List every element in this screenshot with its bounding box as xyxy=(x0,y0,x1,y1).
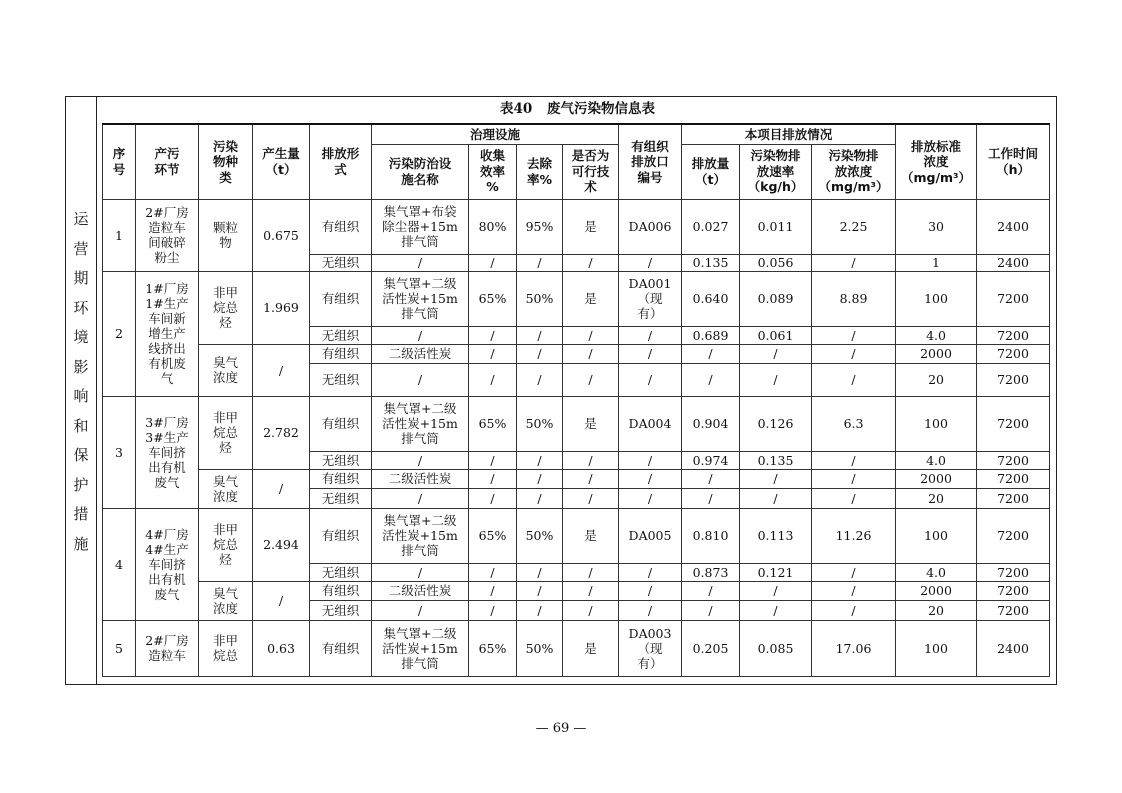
cell-collect: / xyxy=(469,326,517,344)
cell-process: 2#厂房 造粒车 xyxy=(136,620,199,676)
cell-form: 有组织 xyxy=(310,271,372,326)
cell-conc: 2.25 xyxy=(812,199,896,254)
cell-rate: 0.056 xyxy=(740,254,812,271)
header-seq: 序 号 xyxy=(103,124,136,199)
cell-rate: 0.011 xyxy=(740,199,812,254)
cell-facility: 二级活性炭 xyxy=(372,581,469,600)
cell-standard: 100 xyxy=(896,620,977,676)
cell-feasible: / xyxy=(563,254,619,271)
cell-collect: 65% xyxy=(469,396,517,451)
cell-pollutant: 非甲 烷总 烃 xyxy=(199,508,253,581)
cell-facility: / xyxy=(372,254,469,271)
header-emission-conc: 污染物排 放浓度 （mg/m³） xyxy=(812,144,896,199)
cell-form: 无组织 xyxy=(310,254,372,271)
cell-pollutant: 非甲 烷总 xyxy=(199,620,253,676)
cell-amount: 0.135 xyxy=(682,254,740,271)
cell-feasible: / xyxy=(563,581,619,600)
cell-process: 3#厂房 3#生产 车间挤 出有机 废气 xyxy=(136,396,199,508)
header-treatment-group: 治理设施 xyxy=(372,124,619,144)
table-number: 表40 xyxy=(500,101,533,117)
cell-outlet: DA001 （现 有） xyxy=(619,271,682,326)
cell-amount: 0.810 xyxy=(682,508,740,563)
cell-facility: / xyxy=(372,600,469,620)
cell-conc: / xyxy=(812,451,896,469)
header-outlet-id: 有组织 排放口 编号 xyxy=(619,124,682,199)
cell-pollutant: 臭气 浓度 xyxy=(199,581,253,620)
cell-form: 有组织 xyxy=(310,508,372,563)
cell-collect: 65% xyxy=(469,620,517,676)
cell-outlet: / xyxy=(619,344,682,363)
header-production: 产生量 （t） xyxy=(253,124,310,199)
cell-outlet: / xyxy=(619,451,682,469)
cell-outlet: / xyxy=(619,581,682,600)
cell-time: 7200 xyxy=(977,581,1050,600)
header-feasible: 是否为 可行技 术 xyxy=(563,144,619,199)
cell-time: 7200 xyxy=(977,396,1050,451)
cell-time: 7200 xyxy=(977,563,1050,581)
cell-time: 7200 xyxy=(977,344,1050,363)
cell-seq: 5 xyxy=(103,620,136,676)
side-char: 境 xyxy=(73,328,89,346)
cell-standard: 2000 xyxy=(896,469,977,488)
cell-conc: / xyxy=(812,600,896,620)
cell-form: 有组织 xyxy=(310,396,372,451)
cell-production: 2.494 xyxy=(253,508,310,581)
side-char: 响 xyxy=(73,387,89,405)
cell-collect: 65% xyxy=(469,508,517,563)
page-number: — 69 — xyxy=(535,721,587,736)
cell-rate: 0.121 xyxy=(740,563,812,581)
cell-facility: / xyxy=(372,488,469,508)
cell-form: 有组织 xyxy=(310,344,372,363)
cell-collect: / xyxy=(469,344,517,363)
cell-rate: 0.135 xyxy=(740,451,812,469)
emission-table xyxy=(102,123,1050,677)
cell-process: 1#厂房 1#生产 车间新 增生产 线挤出 有机废 气 xyxy=(136,271,199,396)
cell-production: 0.63 xyxy=(253,620,310,676)
cell-conc: 11.26 xyxy=(812,508,896,563)
cell-outlet: DA005 xyxy=(619,508,682,563)
cell-time: 7200 xyxy=(977,326,1050,344)
side-char: 环 xyxy=(73,298,89,317)
table-title xyxy=(99,98,1056,122)
cell-facility: / xyxy=(372,563,469,581)
cell-feasible: 是 xyxy=(563,396,619,451)
cell-form: 无组织 xyxy=(310,600,372,620)
cell-standard: 2000 xyxy=(896,344,977,363)
cell-amount: / xyxy=(682,600,740,620)
cell-removal: / xyxy=(517,581,563,600)
cell-amount: 0.689 xyxy=(682,326,740,344)
cell-conc: / xyxy=(812,469,896,488)
cell-removal: / xyxy=(517,488,563,508)
cell-amount: / xyxy=(682,469,740,488)
cell-amount: / xyxy=(682,344,740,363)
cell-removal: / xyxy=(517,469,563,488)
side-char: 和 xyxy=(73,416,89,435)
cell-pollutant: 臭气 浓度 xyxy=(199,469,253,508)
cell-collect: / xyxy=(469,488,517,508)
cell-amount: 0.904 xyxy=(682,396,740,451)
cell-time: 7200 xyxy=(977,508,1050,563)
header-removal-rate: 去除 率% xyxy=(517,144,563,199)
cell-collect: / xyxy=(469,254,517,271)
cell-conc: / xyxy=(812,254,896,271)
cell-collect: 65% xyxy=(469,271,517,326)
cell-standard: 4.0 xyxy=(896,563,977,581)
cell-removal: 50% xyxy=(517,271,563,326)
cell-facility: / xyxy=(372,363,469,396)
side-char: 运 xyxy=(73,210,89,228)
cell-standard: 100 xyxy=(896,271,977,326)
cell-production: 1.969 xyxy=(253,271,310,344)
cell-standard: 4.0 xyxy=(896,326,977,344)
cell-form: 有组织 xyxy=(310,199,372,254)
cell-time: 7200 xyxy=(977,488,1050,508)
cell-rate: 0.085 xyxy=(740,620,812,676)
cell-amount: 0.974 xyxy=(682,451,740,469)
cell-seq: 2 xyxy=(103,271,136,396)
cell-time: 7200 xyxy=(977,469,1050,488)
table-row xyxy=(103,469,1050,488)
cell-production: 0.675 xyxy=(253,199,310,271)
side-char: 期 xyxy=(73,269,89,287)
cell-collect: / xyxy=(469,563,517,581)
header-work-time: 工作时间 （h） xyxy=(977,124,1050,199)
cell-form: 有组织 xyxy=(310,581,372,600)
cell-form: 无组织 xyxy=(310,326,372,344)
cell-rate: / xyxy=(740,344,812,363)
cell-production: 2.782 xyxy=(253,396,310,469)
cell-amount: 0.640 xyxy=(682,271,740,326)
cell-form: 无组织 xyxy=(310,451,372,469)
cell-removal: / xyxy=(517,451,563,469)
cell-removal: 50% xyxy=(517,620,563,676)
cell-facility: 二级活性炭 xyxy=(372,469,469,488)
cell-production: / xyxy=(253,581,310,620)
cell-amount: / xyxy=(682,488,740,508)
cell-amount: / xyxy=(682,363,740,396)
cell-time: 2400 xyxy=(977,199,1050,254)
cell-time: 2400 xyxy=(977,620,1050,676)
side-char: 护 xyxy=(73,475,89,494)
cell-time: 7200 xyxy=(977,271,1050,326)
cell-removal: / xyxy=(517,326,563,344)
table-row xyxy=(103,271,1050,326)
cell-seq: 1 xyxy=(103,199,136,271)
header-pollutant: 污染 物种 类 xyxy=(199,124,253,199)
cell-facility: / xyxy=(372,326,469,344)
cell-standard: 2000 xyxy=(896,581,977,600)
cell-conc: / xyxy=(812,344,896,363)
cell-standard: 4.0 xyxy=(896,451,977,469)
cell-removal: 50% xyxy=(517,508,563,563)
cell-rate: 0.089 xyxy=(740,271,812,326)
cell-time: 7200 xyxy=(977,363,1050,396)
header-process: 产污 环节 xyxy=(136,124,199,199)
cell-outlet: DA006 xyxy=(619,199,682,254)
header-emission-rate: 污染物排 放速率 （kg/h） xyxy=(740,144,812,199)
cell-form: 无组织 xyxy=(310,563,372,581)
cell-removal: 95% xyxy=(517,199,563,254)
cell-rate: / xyxy=(740,581,812,600)
cell-collect: 80% xyxy=(469,199,517,254)
cell-outlet: / xyxy=(619,326,682,344)
cell-standard: 20 xyxy=(896,488,977,508)
table-name: 废气污染物信息表 xyxy=(547,101,655,117)
cell-facility: / xyxy=(372,451,469,469)
cell-conc: 17.06 xyxy=(812,620,896,676)
cell-pollutant: 臭气 浓度 xyxy=(199,344,253,396)
cell-pollutant: 非甲 烷总 烃 xyxy=(199,396,253,469)
cell-production: / xyxy=(253,344,310,396)
header-emission-amount: 排放量 （t） xyxy=(682,144,740,199)
header-emission-group: 本项目排放情况 xyxy=(682,124,896,144)
cell-amount: 0.027 xyxy=(682,199,740,254)
cell-feasible: 是 xyxy=(563,508,619,563)
cell-pollutant: 颗粒 物 xyxy=(199,199,253,271)
cell-rate: / xyxy=(740,363,812,396)
cell-feasible: / xyxy=(563,563,619,581)
cell-feasible: / xyxy=(563,344,619,363)
cell-collect: / xyxy=(469,363,517,396)
cell-removal: / xyxy=(517,563,563,581)
cell-feasible: 是 xyxy=(563,199,619,254)
cell-removal: 50% xyxy=(517,396,563,451)
side-char: 保 xyxy=(73,446,89,464)
cell-facility: 集气罩+二级 活性炭+15m 排气筒 xyxy=(372,508,469,563)
cell-feasible: 是 xyxy=(563,620,619,676)
cell-facility: 集气罩+布袋 除尘器+15m 排气筒 xyxy=(372,199,469,254)
cell-seq: 3 xyxy=(103,396,136,508)
cell-outlet: DA003 （现 有） xyxy=(619,620,682,676)
cell-amount: / xyxy=(682,581,740,600)
header-discharge-form: 排放形 式 xyxy=(310,124,372,199)
cell-removal: / xyxy=(517,600,563,620)
cell-rate: 0.126 xyxy=(740,396,812,451)
table-row xyxy=(103,344,1050,363)
cell-time: 7200 xyxy=(977,600,1050,620)
cell-form: 无组织 xyxy=(310,488,372,508)
cell-process: 2#厂房 造粒车 间破碎 粉尘 xyxy=(136,199,199,271)
cell-rate: 0.061 xyxy=(740,326,812,344)
side-label-column xyxy=(66,97,97,684)
side-char: 营 xyxy=(73,239,89,258)
cell-production: / xyxy=(253,469,310,508)
cell-time: 7200 xyxy=(977,451,1050,469)
cell-facility: 集气罩+二级 活性炭+15m 排气筒 xyxy=(372,271,469,326)
side-char: 措 xyxy=(73,505,89,523)
cell-conc: 8.89 xyxy=(812,271,896,326)
cell-collect: / xyxy=(469,600,517,620)
cell-collect: / xyxy=(469,469,517,488)
cell-feasible: / xyxy=(563,451,619,469)
cell-amount: 0.873 xyxy=(682,563,740,581)
cell-collect: / xyxy=(469,581,517,600)
cell-feasible: / xyxy=(563,469,619,488)
cell-facility: 集气罩+二级 活性炭+15m 排气筒 xyxy=(372,396,469,451)
side-char: 影 xyxy=(73,357,89,376)
side-label xyxy=(66,205,96,559)
cell-outlet: DA004 xyxy=(619,396,682,451)
cell-amount: 0.205 xyxy=(682,620,740,676)
cell-standard: 100 xyxy=(896,508,977,563)
cell-outlet: / xyxy=(619,363,682,396)
cell-feasible: / xyxy=(563,326,619,344)
cell-form: 无组织 xyxy=(310,363,372,396)
side-char: 施 xyxy=(73,534,89,553)
cell-facility: 二级活性炭 xyxy=(372,344,469,363)
cell-rate: / xyxy=(740,488,812,508)
cell-feasible: / xyxy=(563,488,619,508)
cell-seq: 4 xyxy=(103,508,136,620)
cell-feasible: 是 xyxy=(563,271,619,326)
table-row xyxy=(103,620,1050,676)
cell-time: 2400 xyxy=(977,254,1050,271)
cell-rate: 0.113 xyxy=(740,508,812,563)
cell-standard: 1 xyxy=(896,254,977,271)
cell-conc: / xyxy=(812,363,896,396)
cell-form: 有组织 xyxy=(310,620,372,676)
cell-standard: 20 xyxy=(896,600,977,620)
cell-conc: / xyxy=(812,581,896,600)
table-row xyxy=(103,199,1050,254)
cell-rate: / xyxy=(740,469,812,488)
table-row xyxy=(103,396,1050,451)
cell-facility: 集气罩+二级 活性炭+15m 排气筒 xyxy=(372,620,469,676)
cell-process: 4#厂房 4#生产 车间挤 出有机 废气 xyxy=(136,508,199,620)
header-standard-conc: 排放标准 浓度 （mg/m³） xyxy=(896,124,977,199)
cell-feasible: / xyxy=(563,600,619,620)
cell-standard: 100 xyxy=(896,396,977,451)
cell-form: 有组织 xyxy=(310,469,372,488)
cell-outlet: / xyxy=(619,488,682,508)
cell-outlet: / xyxy=(619,254,682,271)
cell-removal: / xyxy=(517,254,563,271)
cell-conc: / xyxy=(812,563,896,581)
cell-standard: 20 xyxy=(896,363,977,396)
header-collection-eff: 收集 效率 % xyxy=(469,144,517,199)
cell-conc: / xyxy=(812,488,896,508)
table-row xyxy=(103,581,1050,600)
cell-pollutant: 非甲 烷总 烃 xyxy=(199,271,253,344)
cell-outlet: / xyxy=(619,600,682,620)
document-frame xyxy=(65,96,1057,685)
table-row xyxy=(103,508,1050,563)
cell-conc: 6.3 xyxy=(812,396,896,451)
cell-outlet: / xyxy=(619,469,682,488)
cell-feasible: / xyxy=(563,363,619,396)
header-treatment-name: 污染防治设 施名称 xyxy=(372,144,469,199)
cell-rate: / xyxy=(740,600,812,620)
cell-removal: / xyxy=(517,363,563,396)
cell-conc: / xyxy=(812,326,896,344)
cell-collect: / xyxy=(469,451,517,469)
cell-outlet: / xyxy=(619,563,682,581)
cell-standard: 30 xyxy=(896,199,977,254)
cell-removal: / xyxy=(517,344,563,363)
